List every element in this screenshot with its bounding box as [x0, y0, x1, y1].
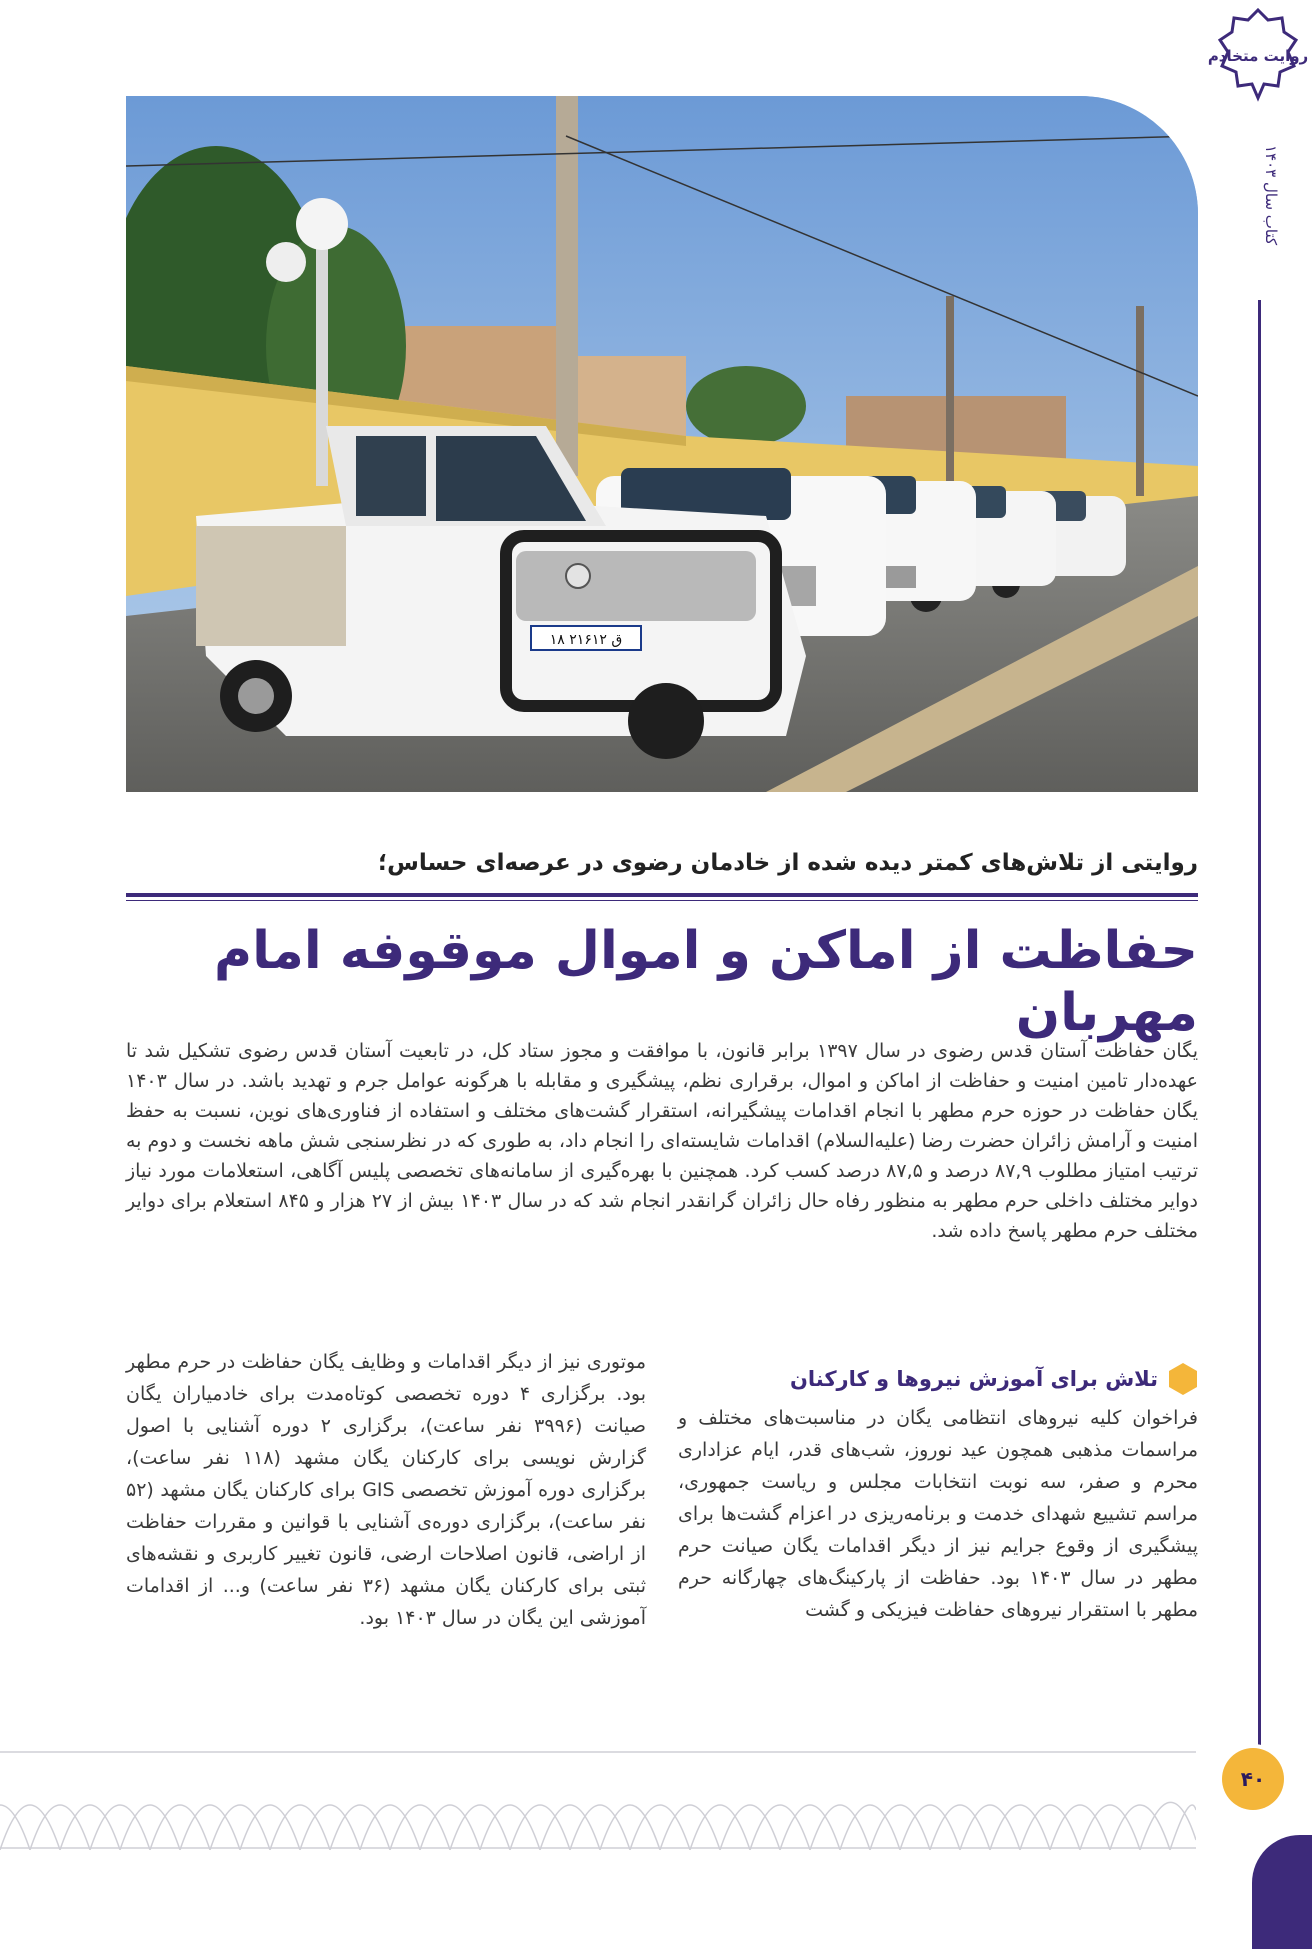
- left-column-text: موتوری نیز از دیگر اقدامات و وظایف یگان حفاظت در حرم مطهر بود. برگزاری ۴ دوره تخصصی کوتاه‌مدت برای خادمیاران یگان صیانت (۳۹۹۶ نفر ساعت)، برگزاری ۲ دوره آشنایی با اصول گزارش نویسی برای کارکنان یگان مشهد (۱۱۸ نفر ساعت)، برگزاری دوره آموزش تخصصی GIS برای کارکنان یگان مشهد (۵۲ نفر ساعت)، برگزاری دوره‌ی آشنایی با قوانین و مقررات حفاظت از اراضی، قانون اصلاحات ارضی، قانون تغییر کاربری و نقشه‌های ثبتی برای کارکنان یگان مشهد (۳۶ نفر ساعت) و... از اقدامات آموزشی این یگان در سال ۱۴۰۳ بود.: [126, 1351, 647, 1629]
- column-right: [678, 1362, 1198, 1626]
- side-book-label: کتاب سال ۱۴۰۳: [1262, 144, 1280, 246]
- hero-photo: [126, 96, 1198, 792]
- footer-arch-pattern: [0, 1750, 1196, 1850]
- column-left: [126, 1346, 646, 1634]
- hexagon-bullet-icon: [1168, 1362, 1198, 1396]
- photo-lamp: [266, 242, 306, 282]
- corner-tab: [1252, 1835, 1312, 1949]
- photo-tree: [686, 366, 806, 446]
- title-divider: [126, 893, 1198, 897]
- page-number-badge: ۴۰: [1222, 1748, 1284, 1810]
- section-heading: [678, 1362, 1198, 1396]
- side-rail-line: [1258, 300, 1261, 1760]
- magazine-logo: [1208, 6, 1308, 106]
- article-intro: یگان حفاظت آستان قدس رضوی در سال ۱۳۹۷ برابر قانون، با موافقت و مجوز ستاد کل، در تابعیت آستان قدس رضوی تشکیل شد تا عهده‌دار تامین امنیت و حفاظت از اماکن و اموال، برقراری نظم، پیشگیری و مقابله با هرگونه عوامل جرم و تهدید باشد. در سال ۱۴۰۳ یگان حفاظت در حوزه حرم مطهر با انجام اقدامات پیشگیرانه، استقرار گشت‌های مختلف و استفاده از فناوری‌های نوین، نسبت به حفظ امنیت و آرامش زائران حضرت رضا (علیه‌السلام) اقدامات شایسته‌ای را انجام داد، به طوری که در نظرسنجی شش ماهه نخست و دوم به ترتیب امتیاز مطلوب ۸۷,۹ درصد و ۸۷,۵ درصد کسب کرد. همچنین با بهره‌گیری از سامانه‌های تخصصی پلیس آگاهی، استعلامات مورد نیاز دوایر مختلف داخلی حرم مطهر به منظور رفاه حال زائران گرانقدر انجام شد که در سال ۱۴۰۳ بیش از ۲۷ هزار و ۸۴۵ استعلام برای دوایر مختلف حرم مطهر پاسخ داده شد.: [126, 1040, 1199, 1242]
- photo-lamp-post: [316, 226, 328, 486]
- article-kicker: روایتی از تلاش‌های کمتر دیده شده از خادمان رضوی در عرصه‌ای حساس؛: [377, 850, 1198, 876]
- photo-pole: [946, 296, 954, 496]
- title-divider-thin: [126, 900, 1198, 901]
- logo-text: روایت متخادم: [1208, 47, 1308, 65]
- right-column-text: فراخوان کلیه نیروهای انتظامی یگان در مناسبت‌های مختلف و مراسمات مذهبی همچون عید نوروز، شب‌های قدر، ایام عزاداری محرم و صفر، سه نوبت انتخابات مجلس و ریاست جمهوری، مراسم تشییع شهدای خدمت و برنامه‌ریزی در اعزام گشت‌ها برای پیشگیری از وقوع جرایم نیز از دیگر اقدامات یگان صیانت حرم مطهر در سال ۱۴۰۳ بود. حفاظت از پارکینگ‌های چهارگانه حرم مطهر با استقرار نیروهای حفاظت فیزیکی و گشت: [678, 1407, 1198, 1621]
- photo-pole: [1136, 306, 1144, 496]
- photo-plate-front: ۱۸ ق ۲۱۶۱۲: [549, 632, 623, 648]
- photo-lamp: [296, 198, 348, 250]
- article-title: حفاظت از اماکن و اموال موقوفه امام مهربان: [214, 921, 1198, 1044]
- hero-photo-illustration: [126, 96, 1198, 792]
- section-title: تلاش برای آموزش نیروها و کارکنان: [789, 1367, 1158, 1391]
- footer-arch-lines: [0, 1752, 1196, 1850]
